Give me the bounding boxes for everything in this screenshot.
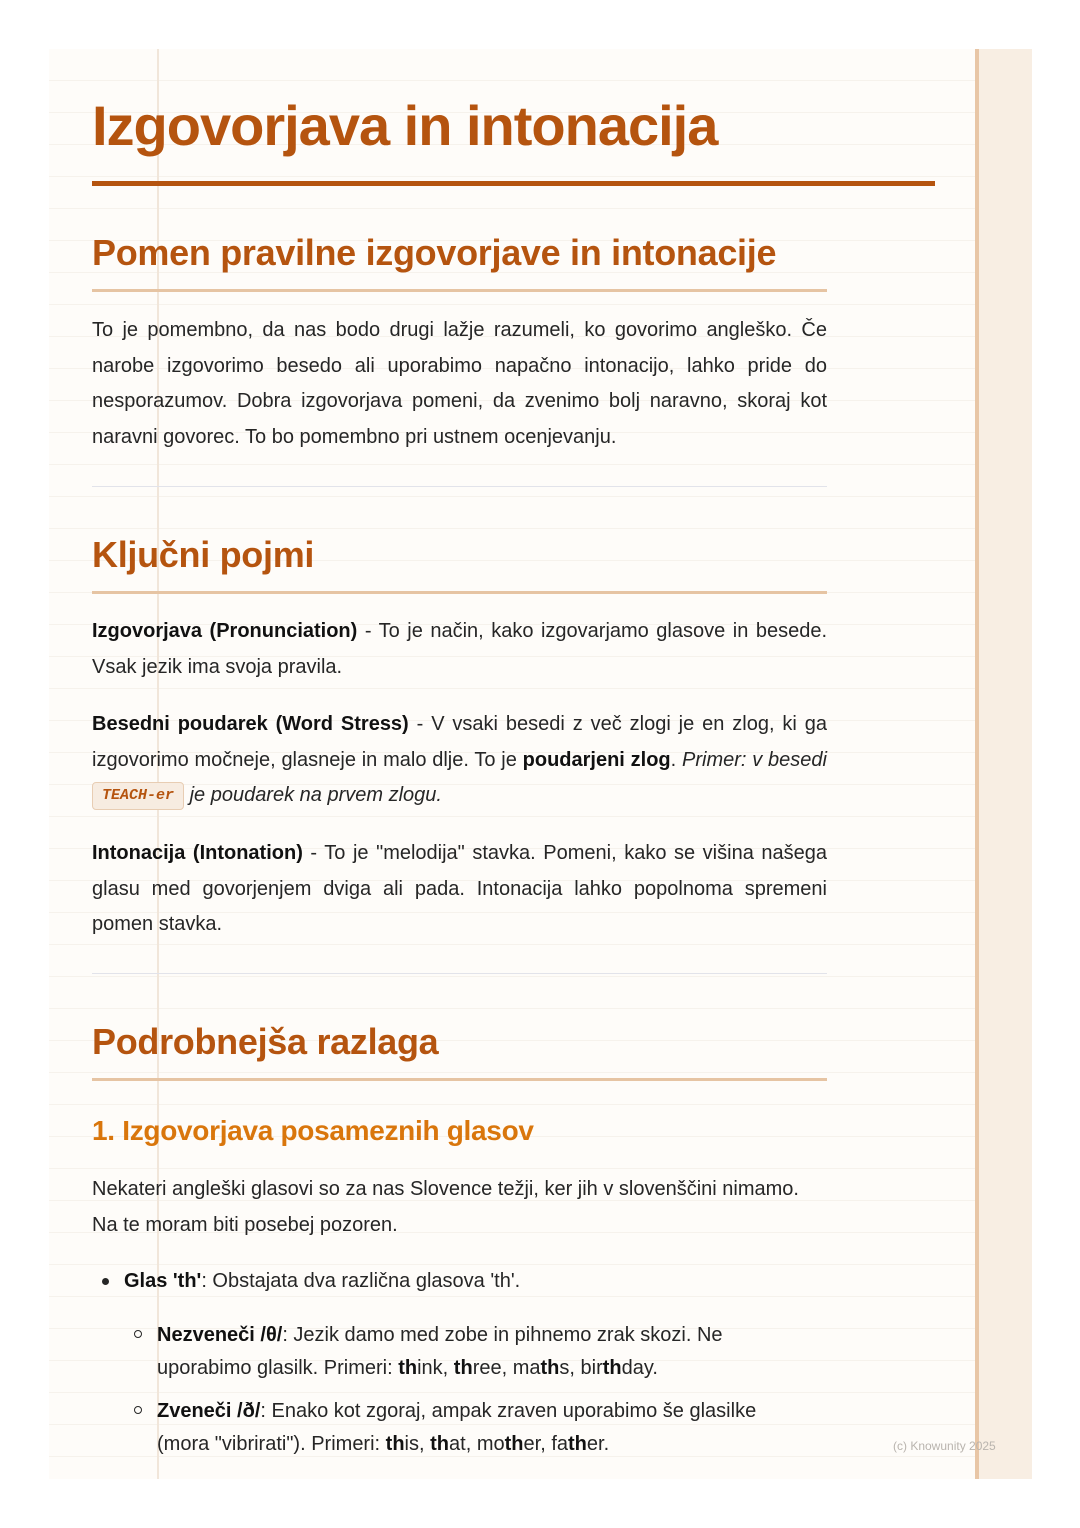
term-label: Besedni poudarek (Word Stress) [92,713,409,735]
code-example: TEACH-er [92,782,184,810]
term-bold: poudarjeni zlog [522,748,671,771]
section-rule [92,591,827,594]
example-words: this, that, mother, father. [385,1433,610,1455]
bullet-label: Glas 'th' [124,1270,202,1292]
subbullet-ring [134,1406,142,1414]
subbullet-voiced [157,1395,797,1461]
section-heading-pomen: Pomen pravilne izgovorjave in intonacije [92,232,777,273]
bullet-text: : Obstajata dva različna glasova 'th'. [201,1270,521,1292]
example-word: mother [476,1433,541,1455]
watermark: (c) Knowunity 2025 [893,1439,996,1453]
section-rule [92,1078,827,1081]
example-word: think [398,1357,443,1379]
example-word: this [385,1433,419,1455]
term-text: - To je način, kako izgovarjamo glasove in besede. Vsak jezik ima svoja pravila. [92,620,827,678]
document-page [49,49,1032,1479]
example-words: think, three, maths, birthday. [398,1357,658,1379]
example-word: three [453,1357,502,1379]
subheading-glasovi: 1. Izgovorjava posameznih glasov [92,1115,534,1146]
example-word: father [551,1433,604,1455]
term-item-word-stress [92,707,827,814]
term-text: - V vsaki besedi z več zlogi je en zlog, ki ga izgovorimo močneje, glasneje in malo dlje. To je [92,713,828,771]
section-rule [92,289,827,292]
page-title: Izgovorjava in intonacija [92,94,718,157]
example-word: that [430,1433,466,1455]
example-word: maths [512,1357,570,1379]
subbullet-text: : Enako kot zgoraj, ampak zraven uporabimo še glasilke (mora "vibrirati"). Primeri: [157,1400,757,1455]
subbullet-voiceless [157,1319,797,1385]
title-underline [92,181,935,186]
paragraph-pomen: To je pomembno, da nas bodo drugi lažje razumeli, ko govorimo angleško. Če narobe izgovorimo besedo ali uporabimo napačno intonacijo, lahko pride do nesporazumov. Dobra izgovorjava pomeni, da zvenimo bolj naravno, skoraj kot naravni govorec. To bo pomembno pri ustnem ocenjevanju. [92,319,827,448]
right-margin-rule [975,49,979,1479]
section-divider [92,973,827,974]
term-item-pronunciation [92,614,827,685]
subbullet-label: Zveneči /ð/ [157,1400,261,1422]
example-word: birthday [580,1357,653,1379]
subbullet-text: : Jezik damo med zobe in pihnemo zrak skozi. Ne uporabimo glasilk. Primeri: [157,1324,723,1379]
section-heading-razlaga: Podrobnejša razlaga [92,1021,439,1062]
section-divider [92,486,827,487]
bullet-dot [102,1278,109,1285]
subbullet-label: Nezveneči /θ/ [157,1324,283,1346]
term-label: Intonacija (Intonation) [92,842,303,864]
term-text: - To je "melodija" stavka. Pomeni, kako se višina našega glasu med govorjenjem dviga ali pada. Intonacija lahko popolnoma spremeni pomen stavka. [92,842,827,935]
subbullet-ring [134,1330,142,1338]
example-suffix: je poudarek na prvem zlogu. [184,784,442,806]
section-heading-pojmi: Ključni pojmi [92,534,315,575]
right-margin-band [975,49,1032,1479]
term-item-intonation [92,836,827,943]
paragraph-intro: Nekateri angleški glasovi so za nas Slovence težji, ker jih v slovenščini nimamo. Na te moram biti posebej pozoren. [92,1178,799,1236]
example-prefix: Primer: v besedi [682,748,827,771]
term-label: Izgovorjava (Pronunciation) [92,620,358,642]
bullet-th [124,1265,824,1298]
term-punct: . [670,748,683,771]
